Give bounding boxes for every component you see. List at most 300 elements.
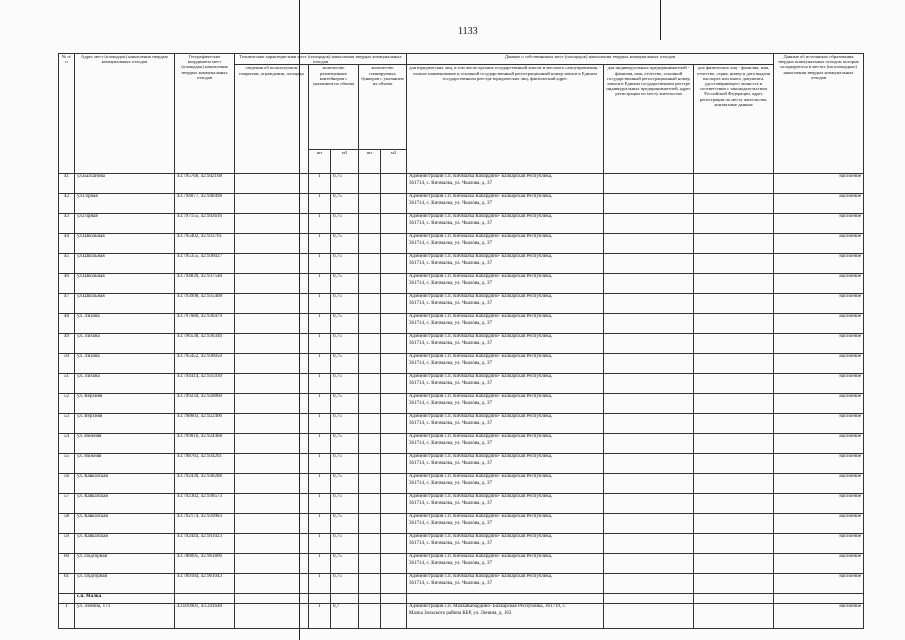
table-row [59, 474, 864, 494]
row-qty: 1 [309, 214, 331, 234]
row-owner-line1: Администрация с.п. Кичмалка Кабардино- Балкарская Республика, [409, 294, 553, 300]
row-volume: 0,75 [331, 394, 359, 414]
row-source: население [774, 494, 864, 514]
row-number: 1 [59, 604, 75, 629]
row-planned-qty [359, 214, 381, 234]
row-surface [235, 394, 309, 414]
row-owner-line2: 361714, с. Кичмалка, ул. Чкалова, д. 37 [409, 280, 492, 286]
row-surface [235, 254, 309, 274]
row-coords: 43.794077, 42.940498 [175, 194, 235, 214]
row-owner [407, 334, 604, 354]
row-source: население [774, 474, 864, 494]
row-address: ул.Школьная [75, 294, 175, 314]
row-number: 52 [59, 394, 75, 414]
row-address: ул. Подгорная [75, 574, 175, 594]
row-owner-line2: 361714, с. Кичмалка, ул. Чкалова, д. 37 [409, 360, 492, 366]
table-row [59, 274, 864, 294]
row-owner-line2: 361714, с. Кичмалка, ул. Чкалова, д. 37 [409, 460, 492, 466]
row-surface [235, 294, 309, 314]
table-row [59, 254, 864, 274]
table-row [59, 174, 864, 194]
row-owner-line2: Малка Зольского района КБР, ул. Ленина, д. 163 [409, 610, 512, 616]
row-owner-line2: 361714, с. Кичмалка, ул. Чкалова, д. 37 [409, 200, 492, 206]
section-empty [381, 594, 407, 604]
row-planned-vol [381, 514, 407, 534]
row-surface [235, 234, 309, 254]
row-planned-qty [359, 194, 381, 214]
row-qty: 1 [309, 604, 331, 629]
row-volume: 0,75 [331, 314, 359, 334]
row-fl [694, 434, 774, 454]
section-title: с.п. Малка [75, 594, 175, 604]
row-coords: 43.792174, 42.939983 [175, 514, 235, 534]
row-fl [694, 214, 774, 234]
row-number: 49 [59, 334, 75, 354]
row-ip [604, 554, 694, 574]
row-volume: 0,75 [331, 194, 359, 214]
row-number: 58 [59, 514, 75, 534]
header-m3: м3 [331, 150, 359, 174]
row-planned-vol [381, 394, 407, 414]
header-coords: Географические координаты мест (площадок) накопления твердых коммунальных отходов [175, 54, 235, 174]
row-fl [694, 354, 774, 374]
row-owner-line1: Администрация с.п. МалкаКабардино- Балкарская Республика, 361719, с. [409, 604, 566, 610]
row-address: ул. Кавказская [75, 494, 175, 514]
row-volume: 0,75 [331, 494, 359, 514]
row-planned-vol [381, 574, 407, 594]
table-row [59, 604, 864, 629]
row-ip [604, 374, 694, 394]
row-planned-vol [381, 474, 407, 494]
row-surface [235, 514, 309, 534]
section-empty [175, 594, 235, 604]
row-surface [235, 494, 309, 514]
row-address: ул.Школьная [75, 274, 175, 294]
row-source: население [774, 574, 864, 594]
header-tech: Технические характеристики мест (площадок) накопления твердых коммунальных отходов [235, 54, 407, 65]
row-qty: 1 [309, 394, 331, 414]
header-legal: для юридических лиц, в том числе органов государственной власти и местного самоуправления, - полное наименование и основной государственный регистрационный номер записи в Едином государственном реестре юридических лиц, фактический адрес [407, 65, 604, 174]
row-owner-line2: 361714, с. Кичмалка, ул. Чкалова, д. 37 [409, 480, 492, 486]
row-planned-qty [359, 254, 381, 274]
row-qty: 1 [309, 254, 331, 274]
row-source: население [774, 354, 864, 374]
row-fl [694, 274, 774, 294]
row-planned-vol [381, 174, 407, 194]
row-qty: 1 [309, 194, 331, 214]
section-empty [331, 594, 359, 604]
row-planned-vol [381, 554, 407, 574]
header-owners: Данные о собственниках мест (площадок) накопления твердых коммунальных отходов [407, 54, 774, 65]
row-owner [407, 574, 604, 594]
row-surface [235, 314, 309, 334]
row-qty: 1 [309, 474, 331, 494]
table-row [59, 354, 864, 374]
row-source: население [774, 604, 864, 629]
row-address: ул. Кавказская [75, 474, 175, 494]
row-source: население [774, 414, 864, 434]
row-owner [407, 434, 604, 454]
registry-table [58, 53, 864, 629]
section-empty [359, 594, 381, 604]
row-volume: 0,75 [331, 274, 359, 294]
header-fl: для физических лиц - фамилия, имя, отчество, серия, номер и дата выдачи паспорта или иного документа, удостоверяющего личность в соответствии с законодательством Российской Федерации, адрес регистрации по месту жительства, контактные данные [694, 65, 774, 174]
row-surface [235, 554, 309, 574]
row-planned-vol [381, 314, 407, 334]
section-empty [694, 594, 774, 604]
row-address: ул.Школьная [75, 254, 175, 274]
row-coords: 43.797080, 42.936479 [175, 314, 235, 334]
row-coords: 43.797155, 42.943616 [175, 214, 235, 234]
row-ip [604, 354, 694, 374]
row-number: 43 [59, 214, 75, 234]
table-row [59, 534, 864, 554]
row-qty: 1 [309, 354, 331, 374]
row-owner-line1: Администрация с.п. Кичмалка Кабардино- Балкарская Республика, [409, 334, 553, 340]
row-surface [235, 214, 309, 234]
row-fl [694, 534, 774, 554]
row-volume: 0,75 [331, 514, 359, 534]
row-planned-qty [359, 294, 381, 314]
row-owner-line2: 361714, с. Кичмалка, ул. Чкалова, д. 37 [409, 440, 492, 446]
row-owner-line2: 361714, с. Кичмалка, ул. Чкалова, д. 37 [409, 520, 492, 526]
row-owner [407, 394, 604, 414]
row-address: ул. Лихова [75, 374, 175, 394]
row-qty: 1 [309, 534, 331, 554]
row-volume: 0,75 [331, 374, 359, 394]
row-source: население [774, 274, 864, 294]
row-address: ул. Нижняя [75, 434, 175, 454]
row-number: 53 [59, 414, 75, 434]
table-row [59, 574, 864, 594]
row-coords: 43.795766, 42.942108 [175, 174, 235, 194]
row-coords: 43.810901, 43.341648 [175, 604, 235, 629]
row-qty: 1 [309, 434, 331, 454]
row-volume: 0,75 [331, 574, 359, 594]
row-source: население [774, 454, 864, 474]
row-coords: 43.799234, 42.928860 [175, 394, 235, 414]
header-sht: шт [309, 150, 331, 174]
row-ip [604, 534, 694, 554]
row-qty: 1 [309, 414, 331, 434]
row-planned-vol [381, 214, 407, 234]
row-owner-line1: Администрация с.п. Кичмалка Кабардино- Балкарская Республика, [409, 254, 553, 260]
row-ip [604, 434, 694, 454]
row-source: население [774, 554, 864, 574]
row-qty: 1 [309, 274, 331, 294]
row-owner [407, 174, 604, 194]
row-volume: 0,75 [331, 474, 359, 494]
row-planned-vol [381, 434, 407, 454]
row-number: 47 [59, 294, 75, 314]
row-address: ул. Верхняя [75, 394, 175, 414]
row-planned-qty [359, 514, 381, 534]
row-ip [604, 334, 694, 354]
row-number: 51 [59, 374, 75, 394]
row-owner [407, 454, 604, 474]
table-row [59, 434, 864, 454]
row-qty: 1 [309, 174, 331, 194]
section-empty [407, 594, 604, 604]
table-row [59, 554, 864, 574]
row-source: население [774, 214, 864, 234]
row-address: ул. Ленина, 173 [75, 604, 175, 629]
row-ip [604, 274, 694, 294]
row-owner-line2: 361714, с. Кичмалка, ул. Чкалова, д. 37 [409, 260, 492, 266]
row-owner [407, 604, 604, 629]
table-row [59, 334, 864, 354]
row-surface [235, 604, 309, 629]
row-source: население [774, 434, 864, 454]
table-row [59, 394, 864, 414]
row-number: 60 [59, 554, 75, 574]
row-address: ул. Кавказская [75, 514, 175, 534]
row-planned-qty [359, 474, 381, 494]
row-number: 45 [59, 254, 75, 274]
row-volume: 0,75 [331, 214, 359, 234]
row-owner-line1: Администрация с.п. Кичмалка Кабардино- Балкарская Республика, [409, 354, 553, 360]
row-owner [407, 254, 604, 274]
row-number: 42 [59, 194, 75, 214]
table-row [59, 294, 864, 314]
row-source: население [774, 334, 864, 354]
row-owner-line1: Администрация с.п. Кичмалка Кабардино- Балкарская Республика, [409, 514, 553, 520]
row-number: 54 [59, 434, 75, 454]
row-volume: 0,75 [331, 354, 359, 374]
section-empty [309, 594, 331, 604]
row-fl [694, 314, 774, 334]
row-owner [407, 554, 604, 574]
row-fl [694, 494, 774, 514]
header-surface: сведения об используемом покрытии, ограждении, площади [235, 65, 309, 174]
row-coords: 43.796538, 42.936346 [175, 334, 235, 354]
row-planned-vol [381, 234, 407, 254]
row-owner [407, 374, 604, 394]
row-volume: 0,75 [331, 334, 359, 354]
row-ip [604, 194, 694, 214]
row-surface [235, 274, 309, 294]
row-surface [235, 334, 309, 354]
row-fl [694, 334, 774, 354]
row-owner-line2: 361714, с. Кичмалка, ул. Чкалова, д. 37 [409, 240, 492, 246]
row-coords: 43.798603, 42.922406 [175, 414, 235, 434]
page-number: 1133 [458, 26, 478, 37]
row-qty: 1 [309, 294, 331, 314]
row-planned-vol [381, 534, 407, 554]
row-owner-line2: 361714, с. Кичмалка, ул. Чкалова, д. 37 [409, 340, 492, 346]
header-num: № п/п [59, 54, 75, 174]
row-owner-line1: Администрация с.п. Кичмалка Кабардино- Балкарская Республика, [409, 574, 553, 580]
row-address: ул.Балсанова [75, 174, 175, 194]
row-surface [235, 354, 309, 374]
row-owner-line2: 361714, с. Кичмалка, ул. Чкалова, д. 37 [409, 300, 492, 306]
row-planned-qty [359, 394, 381, 414]
row-ip [604, 574, 694, 594]
row-planned-vol [381, 454, 407, 474]
row-volume: 0,75 [331, 254, 359, 274]
row-fl [694, 194, 774, 214]
row-fl [694, 254, 774, 274]
table-row [59, 414, 864, 434]
row-owner-line2: 361714, с. Кичмалка, ул. Чкалова, д. 37 [409, 500, 492, 506]
row-surface [235, 474, 309, 494]
row-address: ул. Верхняя [75, 414, 175, 434]
row-owner-line2: 361714, с. Кичмалка, ул. Чкалова, д. 37 [409, 560, 492, 566]
row-number: 44 [59, 234, 75, 254]
header-placed: количество размещенных контейнеров с указанием их объема [309, 65, 359, 150]
row-planned-qty [359, 574, 381, 594]
row-volume: 0,75 [331, 434, 359, 454]
row-planned-qty [359, 494, 381, 514]
row-number: 61 [59, 574, 75, 594]
row-ip [604, 514, 694, 534]
row-address: ул. Подгорная [75, 554, 175, 574]
table-row [59, 514, 864, 534]
row-address: ул.Горная [75, 194, 175, 214]
row-fl [694, 234, 774, 254]
row-owner-line1: Администрация с.п. Кичмалка Кабардино- Балкарская Республика, [409, 454, 553, 460]
row-owner [407, 414, 604, 434]
row-coords: 43.792430, 42.938288 [175, 474, 235, 494]
row-fl [694, 174, 774, 194]
section-empty [59, 594, 75, 604]
row-coords: 43.798783, 42.934261 [175, 454, 235, 474]
table-row [59, 214, 864, 234]
row-planned-vol [381, 294, 407, 314]
fold-mark-top [660, 0, 661, 40]
row-qty: 1 [309, 314, 331, 334]
header-sht: шт [359, 150, 381, 174]
row-source: население [774, 374, 864, 394]
row-coords: 43.789184, 42.961043 [175, 574, 235, 594]
row-address: ул.Горная [75, 214, 175, 234]
row-surface [235, 414, 309, 434]
row-volume: 0,75 [331, 554, 359, 574]
row-number: 48 [59, 314, 75, 334]
row-owner-line1: Администрация с.п. Кичмалка Кабардино- Балкарская Республика, [409, 194, 553, 200]
row-owner-line2: 361714, с. Кичмалка, ул. Чкалова, д. 37 [409, 400, 492, 406]
row-ip [604, 234, 694, 254]
row-ip [604, 394, 694, 414]
row-fl [694, 374, 774, 394]
row-ip [604, 174, 694, 194]
row-coords: 43.788095, 42.961806 [175, 554, 235, 574]
row-address: ул. Лихова [75, 314, 175, 334]
row-planned-qty [359, 604, 381, 629]
section-empty [235, 594, 309, 604]
row-ip [604, 474, 694, 494]
row-number: 56 [59, 474, 75, 494]
row-planned-qty [359, 454, 381, 474]
row-coords: 43.794839, 42.937548 [175, 274, 235, 294]
row-planned-qty [359, 234, 381, 254]
row-number: 50 [59, 354, 75, 374]
row-volume: 0,7 [331, 604, 359, 629]
row-owner-line2: 361714, с. Кичмалка, ул. Чкалова, д. 37 [409, 320, 492, 326]
row-owner-line1: Администрация с.п. Кичмалка Кабардино- Балкарская Республика, [409, 434, 553, 440]
row-coords: 43.795452, 42.936050 [175, 354, 235, 374]
row-address: ул. Кавказская [75, 534, 175, 554]
row-planned-vol [381, 604, 407, 629]
row-surface [235, 454, 309, 474]
row-source: население [774, 314, 864, 334]
row-owner-line1: Администрация с.п. Кичмалка Кабардино- Балкарская Республика, [409, 414, 553, 420]
row-planned-qty [359, 374, 381, 394]
row-qty: 1 [309, 374, 331, 394]
row-qty: 1 [309, 554, 331, 574]
header-sources: Данные об источниках образования твердых коммунальных отходов, которые складируются в местах (на площадках) накопления твердых коммунальных отходов [774, 54, 864, 174]
row-fl [694, 414, 774, 434]
row-qty: 1 [309, 454, 331, 474]
row-volume: 0,75 [331, 454, 359, 474]
row-owner-line1: Администрация с.п. Кичмалка Кабардино- Балкарская Республика, [409, 394, 553, 400]
table-row [59, 454, 864, 474]
row-source: население [774, 254, 864, 274]
section-empty [774, 594, 864, 604]
row-planned-vol [381, 414, 407, 434]
row-owner-line1: Администрация с.п. Кичмалка Кабардино- Балкарская Республика, [409, 474, 553, 480]
row-coords: 43.799016, 42.924468 [175, 434, 235, 454]
row-owner [407, 314, 604, 334]
row-coords: 43.793998, 42.935408 [175, 294, 235, 314]
row-qty: 1 [309, 514, 331, 534]
row-planned-qty [359, 534, 381, 554]
row-owner-line2: 361714, с. Кичмалка, ул. Чкалова, д. 37 [409, 420, 492, 426]
row-planned-vol [381, 334, 407, 354]
row-coords: 43.795355, 42.936027 [175, 254, 235, 274]
row-fl [694, 454, 774, 474]
row-planned-vol [381, 274, 407, 294]
row-ip [604, 454, 694, 474]
row-ip [604, 294, 694, 314]
row-ip [604, 314, 694, 334]
row-surface [235, 434, 309, 454]
header-m3: м3 [381, 150, 407, 174]
table-row [59, 234, 864, 254]
table-row [59, 374, 864, 394]
row-address: ул. Нижняя [75, 454, 175, 474]
row-planned-qty [359, 174, 381, 194]
row-owner-line2: 361714, с. Кичмалка, ул. Чкалова, д. 37 [409, 220, 492, 226]
row-source: население [774, 514, 864, 534]
section-empty [604, 594, 694, 604]
row-number: 55 [59, 454, 75, 474]
header-planned: количество планируемых бункеров с указанием их объема [359, 65, 407, 150]
row-source: население [774, 174, 864, 194]
header-address: Адрес мест (площадок) накопления твердых коммунальных отходов [75, 54, 175, 174]
row-planned-vol [381, 354, 407, 374]
section-row [59, 594, 864, 604]
row-source: население [774, 294, 864, 314]
row-qty: 1 [309, 234, 331, 254]
row-number: 59 [59, 534, 75, 554]
row-fl [694, 574, 774, 594]
row-source: население [774, 234, 864, 254]
row-address: ул.Школьная [75, 234, 175, 254]
row-owner [407, 214, 604, 234]
row-owner [407, 294, 604, 314]
row-planned-vol [381, 194, 407, 214]
table-row [59, 194, 864, 214]
row-coords: 43.792302, 42.938573 [175, 494, 235, 514]
row-owner [407, 474, 604, 494]
row-planned-qty [359, 314, 381, 334]
row-fl [694, 474, 774, 494]
row-ip [604, 254, 694, 274]
row-owner-line1: Администрация с.п. Кичмалка Кабардино- Балкарская Республика, [409, 274, 553, 280]
row-planned-vol [381, 374, 407, 394]
row-volume: 0,75 [331, 294, 359, 314]
